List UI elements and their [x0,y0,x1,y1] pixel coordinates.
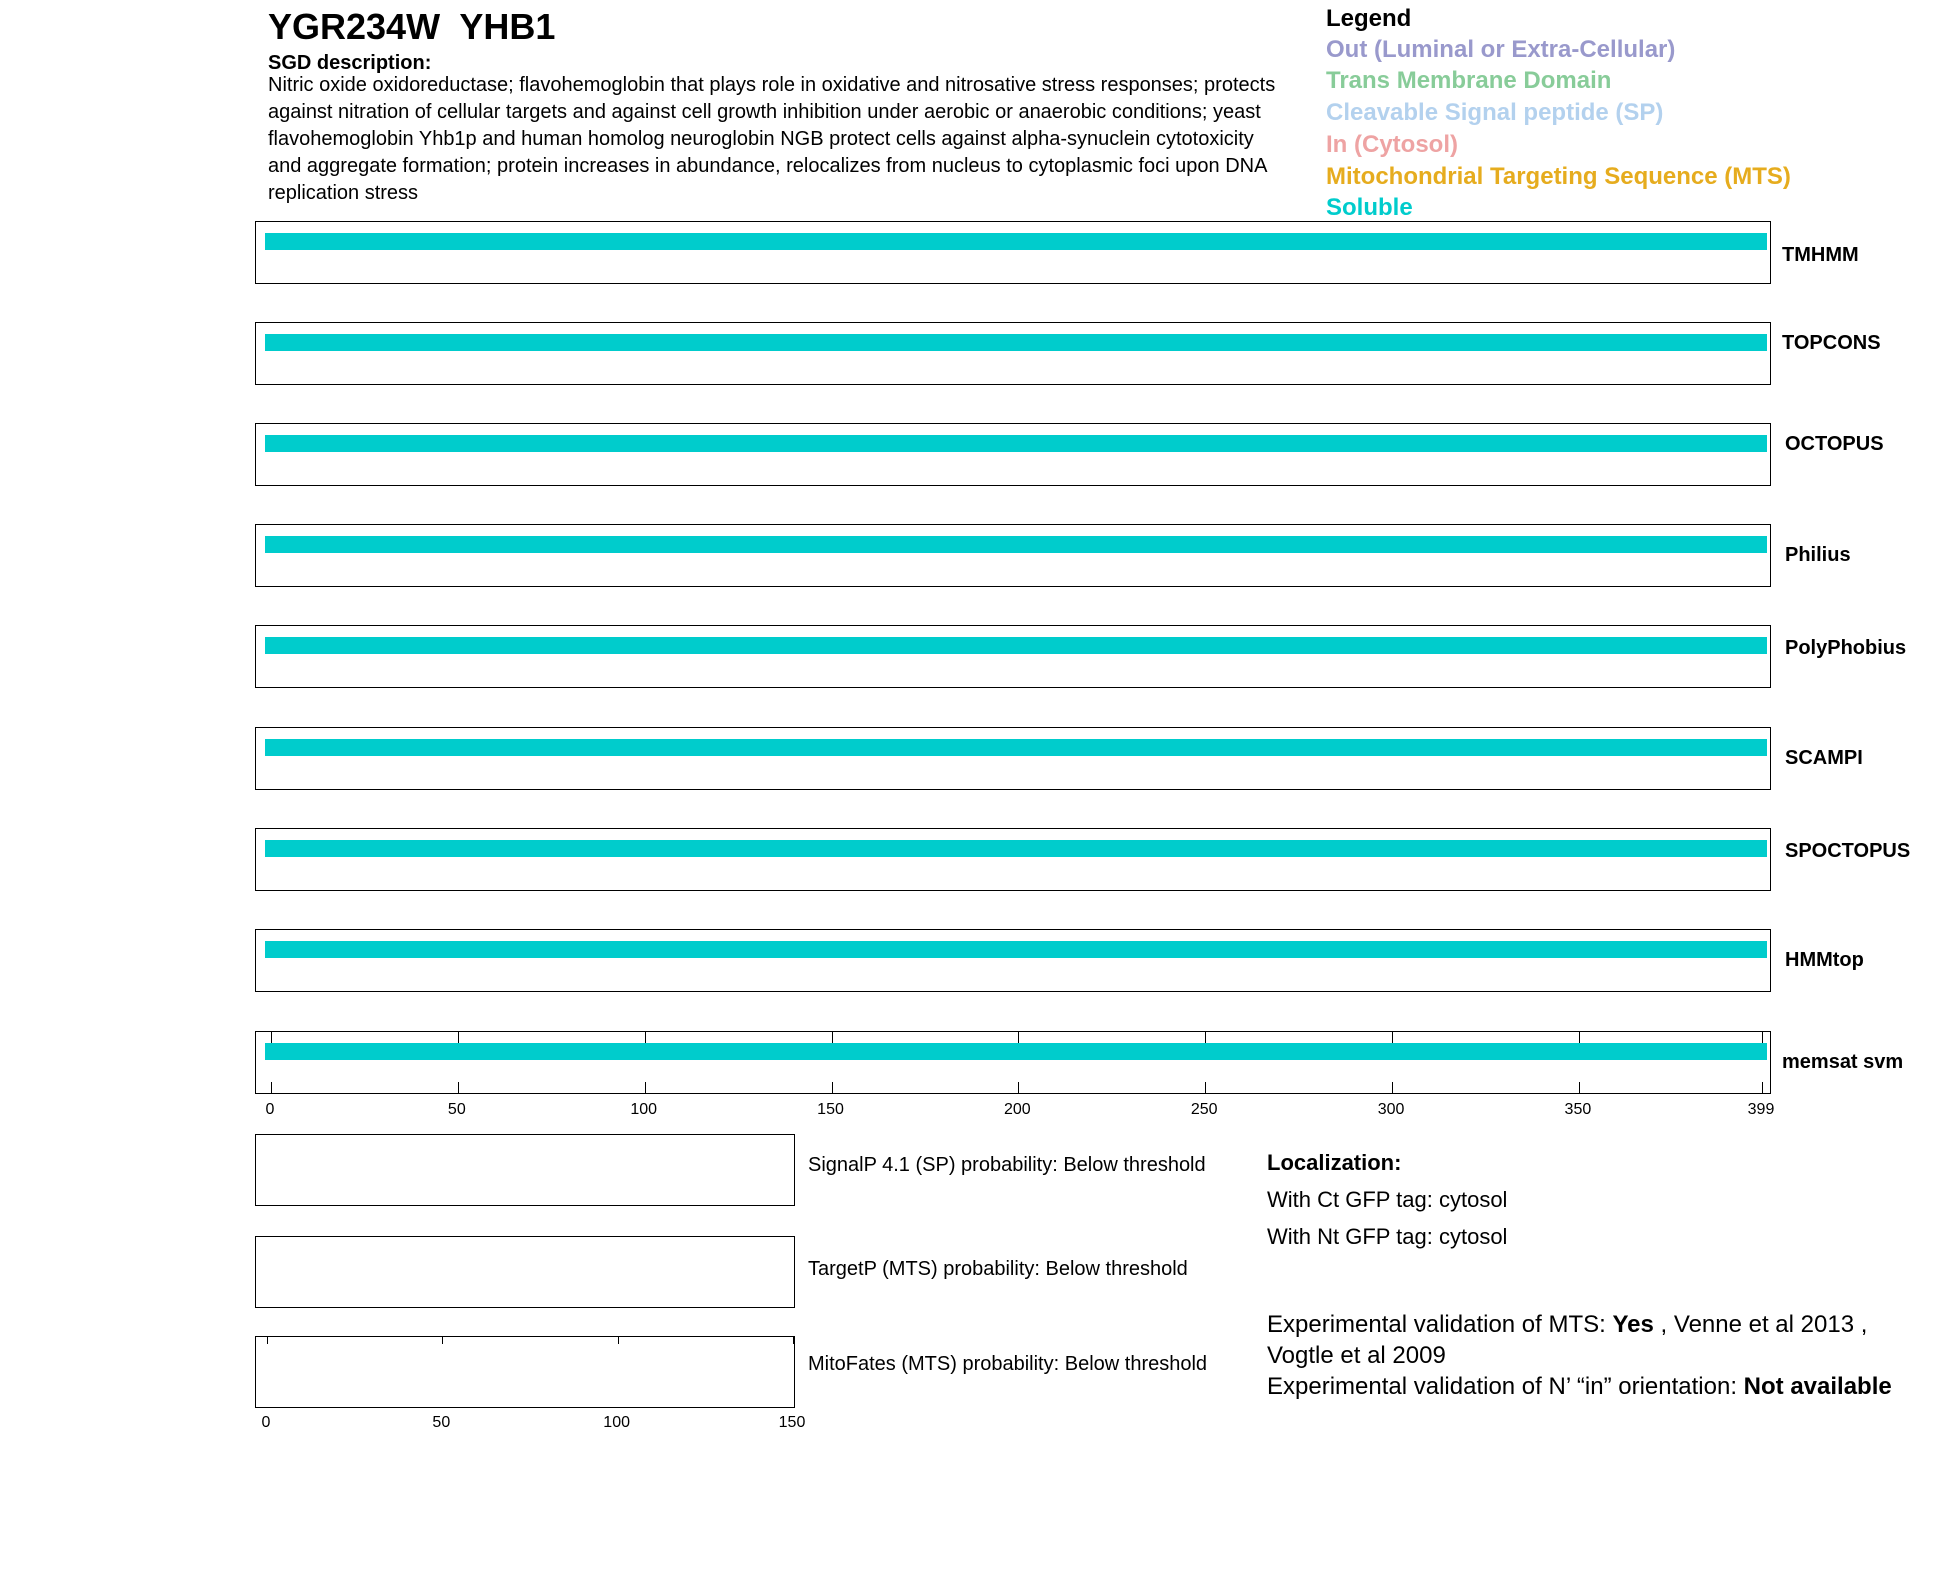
orientation-validation-prefix: Experimental validation of N’ “in” orientation: [1267,1373,1744,1400]
mts-validation [1267,1309,1907,1371]
axis-tick [1762,1032,1763,1043]
track-memsat-svm [255,1031,1771,1094]
axis-tick [1205,1032,1206,1043]
probability-label: TargetP (MTS) probability: Below threshold [808,1258,1188,1280]
probability-panel [255,1134,795,1206]
axis-tick-label: 200 [1004,1101,1031,1118]
track-label: OCTOPUS [1785,433,1884,455]
track-philius [255,524,1771,587]
segment-soluble [265,840,1767,857]
track-label: TMHMM [1782,244,1859,266]
track-label: memsat svm [1782,1051,1904,1073]
mts-validation-value: Yes [1612,1311,1654,1338]
axis-tick-label: 150 [778,1414,806,1431]
segment-soluble [265,941,1767,958]
axis-tick [1579,1032,1580,1043]
axis-tick-label: 300 [1377,1101,1405,1118]
probability-panel [255,1336,795,1408]
axis-tick-label: 50 [447,1101,466,1118]
segment-soluble [265,233,1767,250]
orientation-validation-value: Not available [1743,1373,1892,1400]
probability-label: SignalP 4.1 (SP) probability: Below threshold [808,1154,1206,1176]
axis-tick-label: 150 [817,1101,844,1118]
segment-soluble [265,637,1767,654]
mts-validation-refs: , Venne et al 2013 , Vogtle et al 2009 [1267,1311,1868,1369]
track-scampi [255,727,1771,790]
localization-ct: With Ct GFP tag: cytosol [1267,1187,1508,1212]
axis-tick [458,1032,459,1043]
axis-tick [1579,1082,1580,1093]
axis-tick [645,1032,646,1043]
segment-soluble [265,435,1767,452]
axis-tick [1018,1032,1019,1043]
gene-title: YGR234W YHB1 [268,6,556,47]
axis-tick [1205,1082,1206,1093]
axis-tick [1018,1082,1019,1093]
mts-validation-prefix: Experimental validation of MTS: [1267,1311,1613,1338]
orientation-validation [1267,1371,1907,1402]
track-label: TOPCONS [1782,332,1881,354]
legend-title: Legend [1326,5,1412,32]
axis-tick [267,1337,268,1344]
track-label: HMMtop [1785,949,1864,971]
axis-tick [1392,1032,1393,1043]
axis-tick [645,1082,646,1093]
legend-item-trans-membrane-domain: Trans Membrane Domain [1326,67,1612,94]
legend-item-mitochondrial-targeting-sequence-mts: Mitochondrial Targeting Sequence (MTS) [1326,163,1791,190]
axis-tick [1392,1082,1393,1093]
description-text: Nitric oxide oxidoreductase; flavohemoglobin that plays role in oxidative and nitrosative stress responses; protects against nitration of cellular targets and against cell growth inhibition under aerobic or anaerobic conditions; yeast flavohemoglobin Yhb1p and human homolog neuroglobin NGB protect cells against alpha-synuclein cytotoxicity and aggregate formation; protein increases in abundance, relocalizes from nucleus to cytoplasmic foci upon DNA replication stress [268,74,1276,204]
legend-item-soluble: Soluble [1326,194,1413,221]
axis-tick-label: 250 [1190,1101,1218,1118]
track-spoctopus [255,828,1771,891]
axis-tick-label: 100 [603,1414,631,1431]
axis-tick [793,1337,794,1344]
description-label: SGD description: [268,52,432,74]
track-label: PolyPhobius [1785,637,1907,659]
track-label: SPOCTOPUS [1785,840,1911,862]
axis-tick-label: 350 [1564,1101,1592,1118]
legend-item-cleavable-signal-peptide-sp: Cleavable Signal peptide (SP) [1326,99,1664,126]
axis-tick [832,1032,833,1043]
axis-tick-label: 50 [432,1414,451,1431]
track-polyphobius [255,625,1771,688]
axis-tick [442,1337,443,1344]
axis-tick [832,1082,833,1093]
legend-item-out-luminal-or-extra-cellular: Out (Luminal or Extra-Cellular) [1326,36,1676,63]
probability-panel [255,1236,795,1308]
axis-tick-label: 0 [261,1414,271,1431]
axis-tick-label: 399 [1747,1101,1775,1118]
track-octopus [255,423,1771,486]
probability-label: MitoFates (MTS) probability: Below threshold [808,1353,1208,1375]
localization-title: Localization: [1267,1150,1402,1175]
localization-nt: With Nt GFP tag: cytosol [1267,1224,1508,1249]
axis-tick-label: 0 [265,1101,275,1118]
segment-soluble [265,1043,1767,1060]
axis-tick [618,1337,619,1344]
track-hmmtop [255,929,1771,992]
segment-soluble [265,536,1767,553]
track-tmhmm [255,221,1771,284]
axis-tick [1762,1082,1763,1093]
track-topcons [255,322,1771,385]
track-label: Philius [1785,544,1851,566]
segment-soluble [265,334,1767,351]
axis-tick [271,1082,272,1093]
axis-tick [271,1032,272,1043]
axis-tick [458,1082,459,1093]
legend-item-in-cytosol: In (Cytosol) [1326,131,1458,158]
axis-tick-label: 100 [630,1101,658,1118]
segment-soluble [265,739,1767,756]
track-label: SCAMPI [1785,747,1863,769]
